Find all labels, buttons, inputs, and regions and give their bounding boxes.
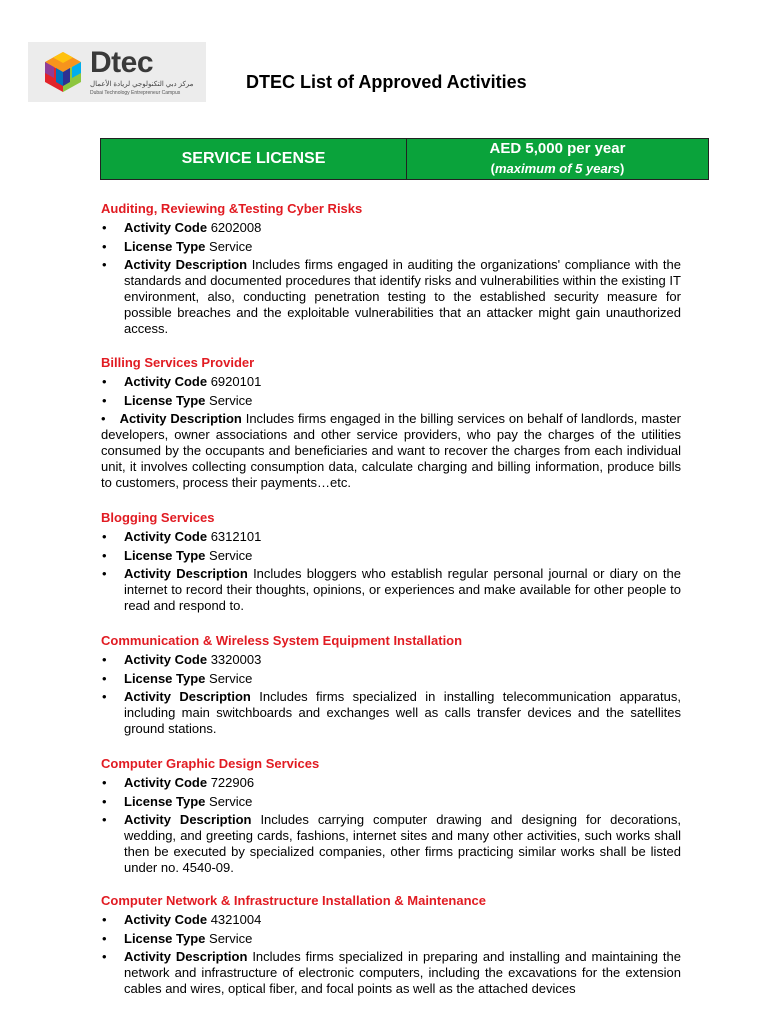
license-type-item: • License Type Service: [102, 930, 253, 946]
activity-description-text: Includes bloggers who establish regular personal journal or diary on the internet to record their thoughts, opinions, or experiences and make available for other people to read and respond to.: [124, 566, 681, 613]
activity-description-item: • Activity Description Includes firms engaged in the billing services on behalf of landlords, master developers, owner associations and other service providers, who pay the charges of the utilities consumed by the occupants and beneficiaries and want to recover the charges from each individual unit, it involves collecting consumption data, calculate charging and billing information, produce bills to customers, process their payments…etc.: [101, 411, 681, 490]
page-title: DTEC List of Approved Activities: [246, 72, 527, 92]
license-type-value: Service: [209, 238, 253, 254]
license-type-value: Service: [209, 547, 253, 563]
license-name: SERVICE LICENSE: [101, 139, 407, 179]
license-type-value: Service: [209, 930, 253, 946]
activity-description-item: • Activity Description Includes carrying computer drawing and designing for decorations, wedding, and greeting cards, fashions, internet sites and many other activities, such works shall then be executed by specialized companies, other firms practicing similar works shall be listed under no. 4540-09.: [102, 812, 681, 875]
license-type-value: Service: [209, 392, 253, 408]
activity-section: [101, 633, 681, 740]
logo-arabic-text: مركز دبي التكنولوجي لريادة الأعمال: [90, 81, 194, 88]
cube-logo-icon: [40, 48, 86, 96]
activity-section: [101, 756, 681, 879]
activity-title: Computer Network & Infrastructure Installation & Maintenance: [101, 893, 487, 908]
activity-title: Blogging Services: [101, 510, 215, 525]
license-type-item: • License Type Service: [102, 392, 253, 408]
license-type-item: • License Type Service: [102, 547, 253, 563]
activity-code-value: 4321004: [210, 912, 262, 927]
activity-code-item: • Activity Code 6920101: [102, 374, 262, 389]
activity-title: Communication & Wireless System Equipment Installation: [101, 633, 463, 648]
activity-section: [101, 355, 681, 494]
activity-description-text: Includes carrying computer drawing and designing for decorations, wedding, and greeting cards, fashions, internet sites and many other activities, such works shall then be executed by specialized companies, other firms practicing similar works shall be listed under no. 4540-09.: [124, 812, 681, 875]
license-type-item: • License Type Service: [102, 238, 253, 254]
activity-title: Computer Graphic Design Services: [101, 756, 320, 771]
logo-tagline: Dubai Technology Entrepreneur Campus: [90, 90, 181, 96]
activity-description-text: Includes firms engaged in auditing the organizations' compliance with the standards and documented procedures that identify risks and vulnerabilities within the existing IT environment, also, conducting penetration testing to the established security measure for possible breaches and the exploitable vulnerabilities that an attacker might gain unauthorized access.: [124, 257, 681, 336]
activity-title: Billing Services Provider: [101, 355, 255, 370]
activity-title: Auditing, Reviewing &Testing Cyber Risks: [101, 201, 363, 216]
activity-code-item: • Activity Code 4321004: [102, 912, 262, 927]
activity-description-text: Includes firms specialized in preparing and installing and maintaining the network and infrastructure of electronic computers, including the excavations for the extension cables and wires, optical fiber, and focal points as well as the attached devices: [124, 949, 681, 996]
license-price-cell: [407, 139, 708, 179]
activity-code-value: 3320003: [210, 652, 262, 667]
license-banner: [100, 138, 709, 180]
license-type-value: Service: [209, 670, 253, 686]
activity-code-item: • Activity Code 6312101: [102, 529, 262, 544]
license-type-value: Service: [209, 793, 253, 809]
logo-wordmark: Dtec: [90, 46, 154, 79]
activity-code-value: 6202008: [210, 220, 262, 235]
activity-description-item: • Activity Description Includes firms engaged in auditing the organizations' compliance with the standards and documented procedures that identify risks and vulnerabilities within the existing IT environment, also, conducting penetration testing to the established security measure for possible breaches and the exploitable vulnerabilities that an attacker might gain unauthorized access.: [102, 257, 681, 336]
activity-description-item: • Activity Description Includes firms specialized in preparing and installing and maintaining the network and infrastructure of electronic computers, including the excavations for the extension cables and wires, optical fiber, and focal points as well as the attached devices: [102, 949, 681, 996]
activity-code-item: • Activity Code 722906: [102, 775, 255, 790]
activity-code-item: • Activity Code 3320003: [102, 652, 262, 667]
license-price: AED 5,000 per year: [489, 140, 626, 157]
activity-code-value: 6920101: [210, 374, 262, 389]
dtec-logo: [28, 42, 206, 102]
activity-section: [101, 893, 681, 1000]
activity-section: [101, 510, 681, 617]
activity-code-value: 6312101: [210, 529, 262, 544]
license-type-item: • License Type Service: [102, 793, 253, 809]
license-max-note: (maximum of 5 years): [490, 161, 625, 176]
activity-description-text: Includes firms engaged in the billing services on behalf of landlords, master developers, owner associations and other service providers, who pay the charges of the utilities consumed by the occupants and beneficiaries and want to recover the charges from each individual unit, it involves collecting consumption data, calculate charging and billing information, produce bills to customers, process their payments…etc.: [101, 411, 681, 490]
activity-section: [101, 201, 681, 340]
activity-description-item: • Activity Description Includes firms specialized in installing telecommunication apparatus, including main switchboards and exchanges well as calls transfer devices and the satellites ground stations.: [102, 689, 681, 736]
activity-code-item: • Activity Code 6202008: [102, 220, 262, 235]
license-type-item: • License Type Service: [102, 670, 253, 686]
activity-description-text: Includes firms specialized in installing telecommunication apparatus, including main switchboards and exchanges well as calls transfer devices and the satellites ground stations.: [124, 689, 681, 736]
activity-description-item: • Activity Description Includes bloggers who establish regular personal journal or diary on the internet to record their thoughts, opinions, or experiences and make available for other people to read and respond to.: [102, 566, 681, 613]
activity-code-value: 722906: [210, 775, 255, 790]
